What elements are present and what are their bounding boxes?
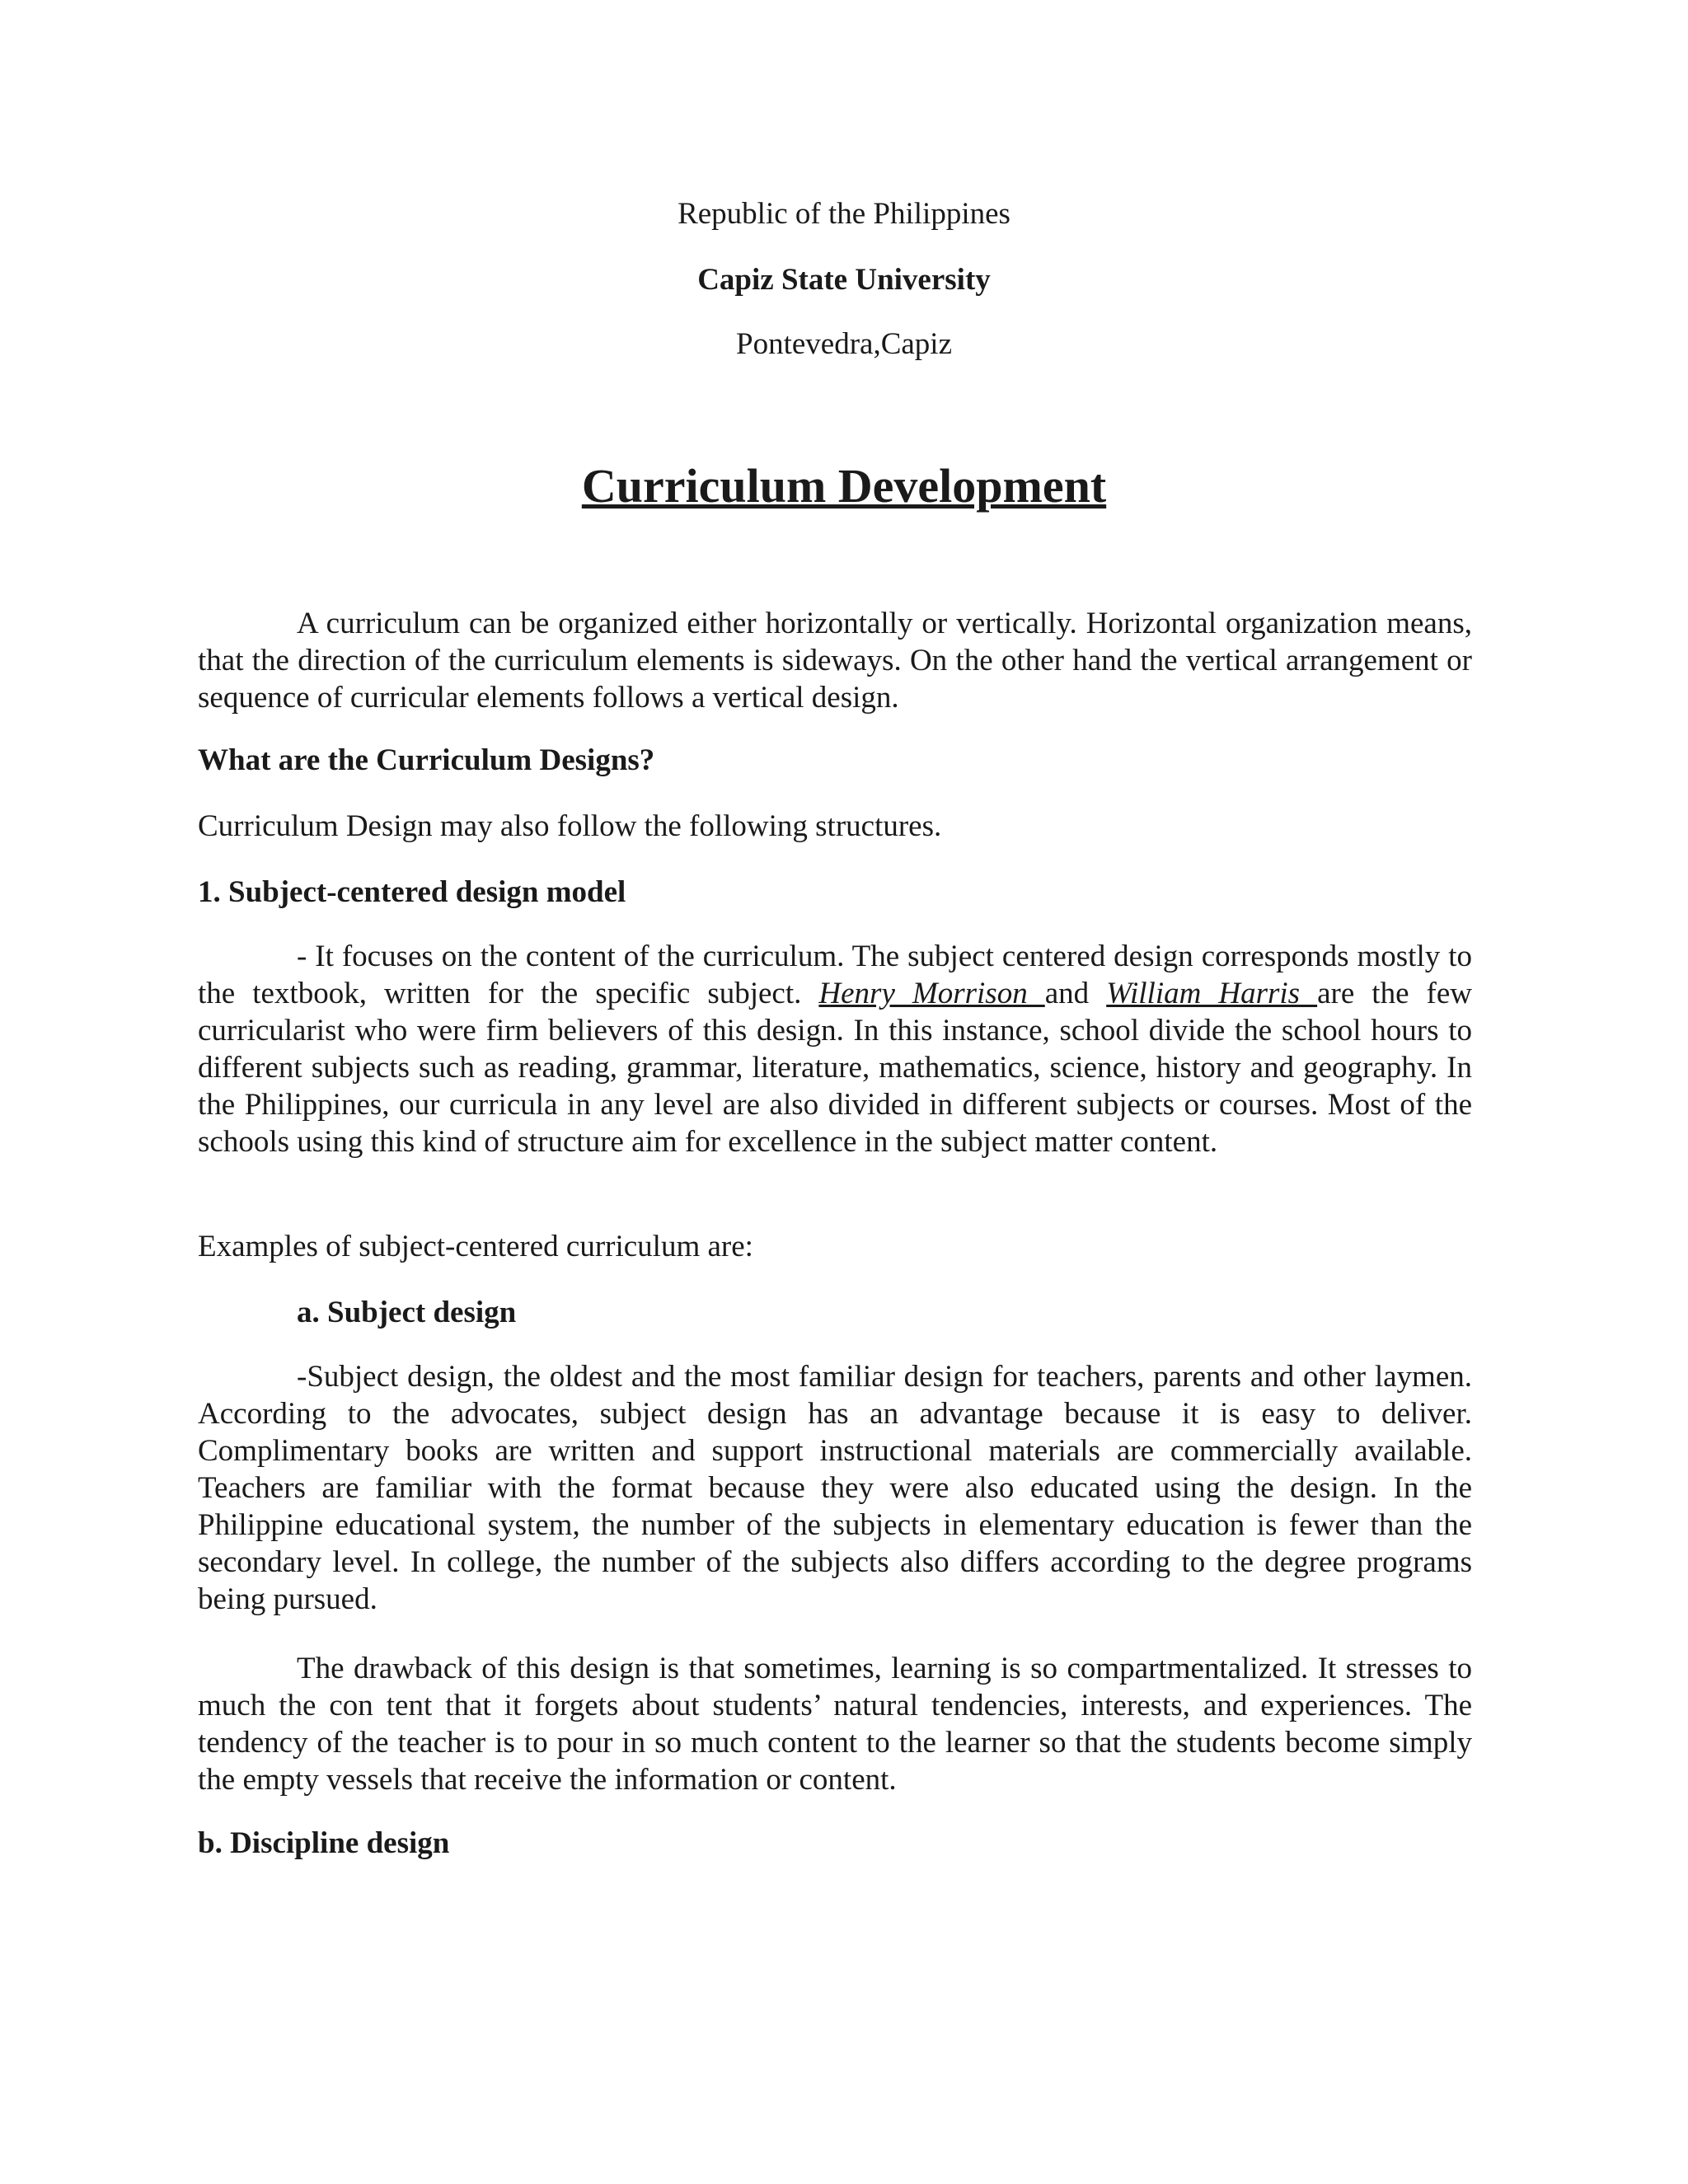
subject-centered-text-b: are the few curricularist who were firm believers of this design. In this instance, school divide the school hours to different subjects such as reading, grammar, literature, mathematics, science, history and geography. In the Philippines, our curricula in any level are also divided in different subjects or courses. Most of the schools using this kind of structure aim for excellence in the subject matter content. [198,977,1472,1159]
header-university: Capiz State University [697,263,991,297]
drawback-paragraph: The drawback of this design is that sometimes, learning is so compartmentalized. It stresses to much the con tent that it forgets about students’ natural tendencies, interests, and experiences. The tendency of the teacher is to pour in so much content to the learner so that the students become simply the empty vessels that receive the information or content. [198,1652,1472,1797]
subject-design-heading: a. Subject design [297,1296,517,1329]
section-1-heading: 1. Subject-centered design model [198,875,626,909]
examples-paragraph: Examples of subject-centered curriculum are: [198,1230,753,1263]
header-location: Pontevedra,Capiz [736,327,952,361]
and-text: and [1044,977,1090,1010]
author-henry-morrison: Henry Morrison [818,977,1045,1010]
subject-centered-text-a: - It focuses on the content of the curriculum. The subject centered design corresponds mostly to the textbook, written for the specific subject. [198,940,1472,1010]
intro-paragraph: A curriculum can be organized either horizontally or vertically. Horizontal organization means, that the direction of the curriculum elements is sideways. On the other hand the vertical arrangement or sequence of curricular elements follows a vertical design. [198,607,1472,715]
subject-design-paragraph: -Subject design, the oldest and the most familiar design for teachers, parents and other laymen. According to the advocates, subject design has an advantage because it is easy to deliver. Complimentary books are written and support instructional materials are commercially available. Teachers are familiar with the format because they were also educated using the design. In the Philippine educational system, the number of the subjects in elementary education is fewer than the secondary level. In college, the number of the subjects also differs according to the degree programs being pursued. [198,1360,1472,1616]
subject-centered-paragraph [198,938,1472,1160]
curriculum-designs-heading: What are the Curriculum Designs? [198,743,655,777]
structures-paragraph: Curriculum Design may also follow the following structures. [198,809,942,843]
header-republic: Republic of the Philippines [678,197,1010,231]
author-william-harris: William Harris [1106,977,1318,1010]
document-title: Curriculum Development [581,459,1107,513]
discipline-design-heading: b. Discipline design [198,1826,450,1860]
